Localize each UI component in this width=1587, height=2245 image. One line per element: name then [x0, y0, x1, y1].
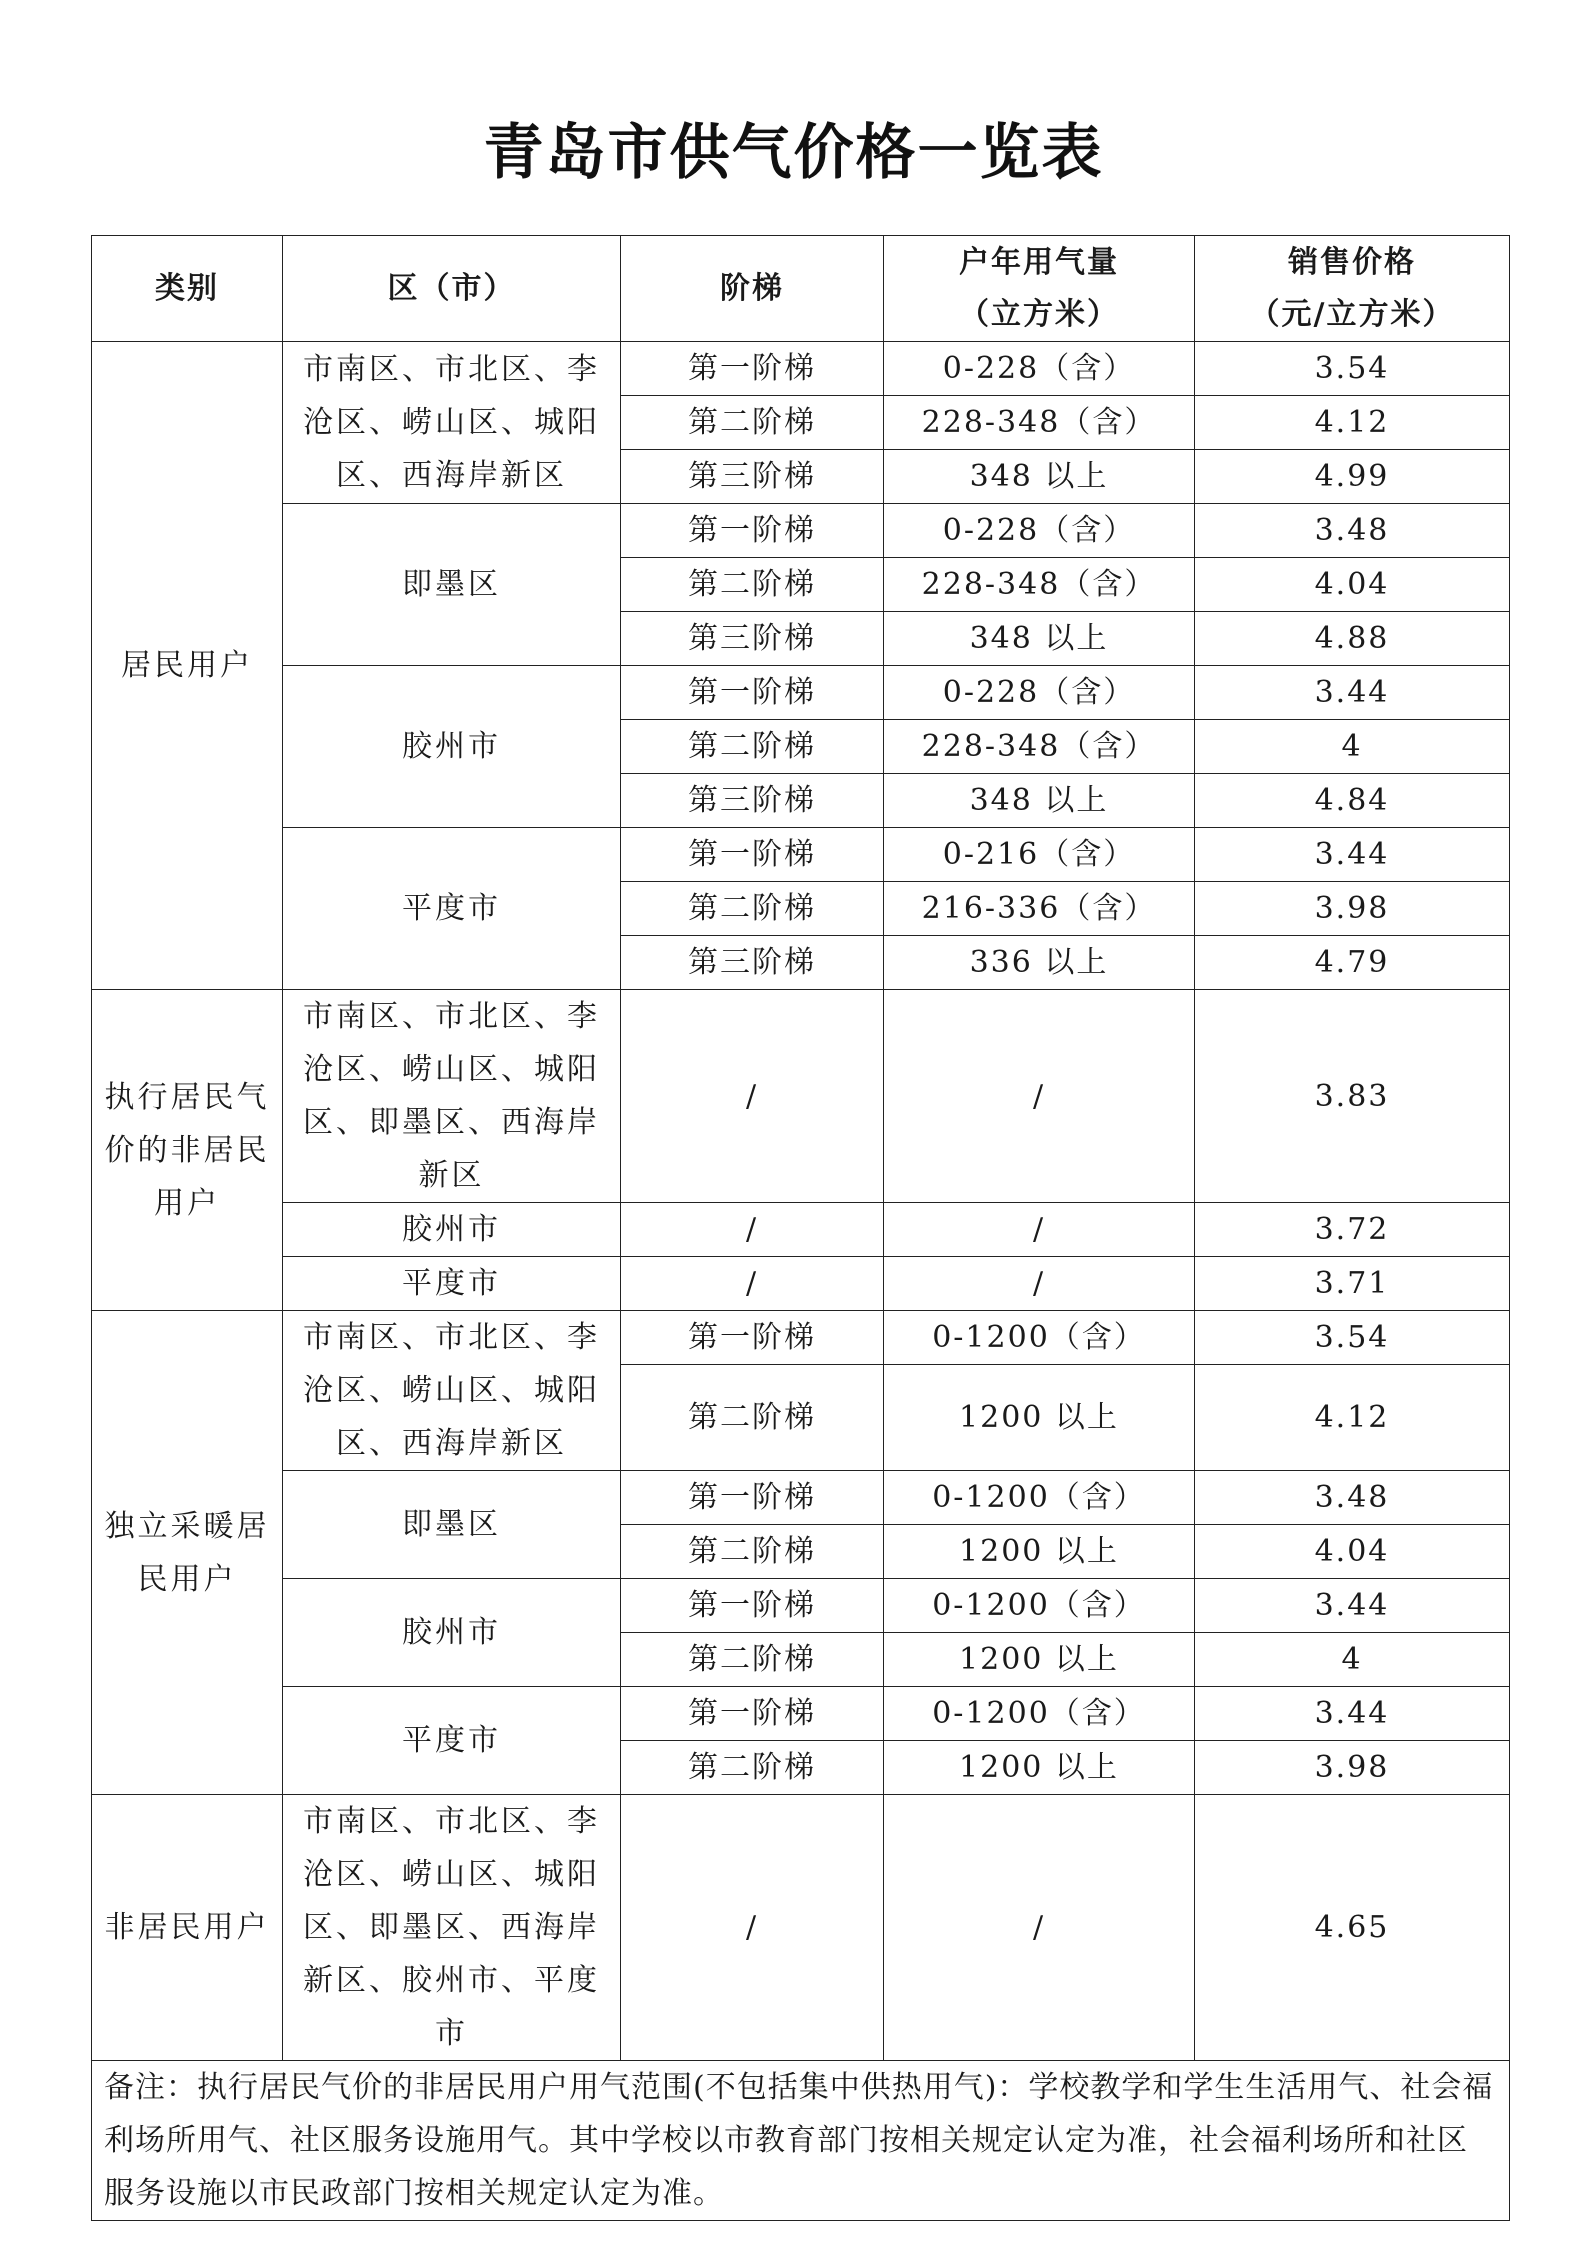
- volume-cell: 0-228（含）: [884, 504, 1195, 558]
- tier-cell: 第一阶梯: [621, 1311, 884, 1365]
- price-cell: 4.99: [1195, 450, 1510, 504]
- price-cell: 3.83: [1195, 990, 1510, 1203]
- price-cell: 4: [1195, 720, 1510, 774]
- volume-cell: 348 以上: [884, 612, 1195, 666]
- volume-cell: /: [884, 1257, 1195, 1311]
- area-cell: 市南区、市北区、李沧区、崂山区、城阳区、即墨区、西海岸新区、胶州市、平度市: [283, 1795, 621, 2061]
- table-row: [92, 666, 1510, 720]
- volume-cell: 0-228（含）: [884, 342, 1195, 396]
- header-category: 类别: [92, 236, 283, 342]
- page-title: 青岛市供气价格一览表: [483, 118, 1104, 188]
- price-cell: 3.98: [1195, 882, 1510, 936]
- volume-cell: /: [884, 990, 1195, 1203]
- price-cell: 4.65: [1195, 1795, 1510, 2061]
- tier-cell: 第一阶梯: [621, 828, 884, 882]
- price-cell: 3.54: [1195, 1311, 1510, 1365]
- volume-cell: /: [884, 1795, 1195, 2061]
- volume-cell: 1200 以上: [884, 1525, 1195, 1579]
- volume-cell: 348 以上: [884, 774, 1195, 828]
- volume-cell: /: [884, 1203, 1195, 1257]
- table-row: [92, 1795, 1510, 2061]
- tier-cell: 第一阶梯: [621, 1471, 884, 1525]
- category-cell: 非居民用户: [92, 1795, 283, 2061]
- volume-cell: 228-348（含）: [884, 720, 1195, 774]
- price-cell: 3.48: [1195, 1471, 1510, 1525]
- table-row: [92, 990, 1510, 1203]
- header-area: 区（市）: [283, 236, 621, 342]
- tier-cell: 第二阶梯: [621, 882, 884, 936]
- tier-cell: 第一阶梯: [621, 1579, 884, 1633]
- volume-cell: 228-348（含）: [884, 558, 1195, 612]
- volume-cell: 0-1200（含）: [884, 1311, 1195, 1365]
- header-tier: 阶梯: [621, 236, 884, 342]
- note-row: [92, 2061, 1510, 2221]
- price-cell: 4.79: [1195, 936, 1510, 990]
- price-cell: 3.44: [1195, 828, 1510, 882]
- tier-cell: 第一阶梯: [621, 342, 884, 396]
- price-cell: 4.04: [1195, 1525, 1510, 1579]
- price-cell: 4.12: [1195, 1365, 1510, 1471]
- tier-cell: 第二阶梯: [621, 720, 884, 774]
- volume-cell: 1200 以上: [884, 1741, 1195, 1795]
- category-cell: 独立采暖居民用户: [92, 1311, 283, 1795]
- header-price-line1: 销售价格: [1288, 244, 1416, 280]
- price-cell: 3.44: [1195, 666, 1510, 720]
- volume-cell: 216-336（含）: [884, 882, 1195, 936]
- area-cell: 平度市: [283, 1687, 621, 1795]
- price-cell: 3.98: [1195, 1741, 1510, 1795]
- tier-cell: 第三阶梯: [621, 612, 884, 666]
- tier-cell: 第二阶梯: [621, 1633, 884, 1687]
- price-cell: 3.48: [1195, 504, 1510, 558]
- header-price-line2: （元/立方米）: [1249, 296, 1455, 332]
- gas-price-table: [91, 235, 1510, 2221]
- price-cell: 3.44: [1195, 1579, 1510, 1633]
- price-cell: 3.54: [1195, 342, 1510, 396]
- price-cell: 3.44: [1195, 1687, 1510, 1741]
- tier-cell: 第二阶梯: [621, 1525, 884, 1579]
- tier-cell: 第三阶梯: [621, 936, 884, 990]
- table-row: [92, 1203, 1510, 1257]
- price-cell: 4.84: [1195, 774, 1510, 828]
- table-row: [92, 1257, 1510, 1311]
- volume-cell: 0-228（含）: [884, 666, 1195, 720]
- price-cell: 4.88: [1195, 612, 1510, 666]
- tier-cell: 第一阶梯: [621, 666, 884, 720]
- tier-cell: 第三阶梯: [621, 774, 884, 828]
- table-row: [92, 342, 1510, 396]
- volume-cell: 228-348（含）: [884, 396, 1195, 450]
- tier-cell: 第一阶梯: [621, 1687, 884, 1741]
- category-cell: 执行居民气价的非居民用户: [92, 990, 283, 1311]
- price-cell: 3.71: [1195, 1257, 1510, 1311]
- tier-cell: 第三阶梯: [621, 450, 884, 504]
- area-cell: 市南区、市北区、李沧区、崂山区、城阳区、即墨区、西海岸新区: [283, 990, 621, 1203]
- volume-cell: 0-1200（含）: [884, 1579, 1195, 1633]
- area-cell: 胶州市: [283, 1203, 621, 1257]
- header-volume-line2: （立方米）: [959, 296, 1119, 332]
- volume-cell: 1200 以上: [884, 1633, 1195, 1687]
- area-cell: 市南区、市北区、李沧区、崂山区、城阳区、西海岸新区: [283, 342, 621, 504]
- volume-cell: 1200 以上: [884, 1365, 1195, 1471]
- table-row: [92, 504, 1510, 558]
- volume-cell: 336 以上: [884, 936, 1195, 990]
- area-cell: 市南区、市北区、李沧区、崂山区、城阳区、西海岸新区: [283, 1311, 621, 1471]
- tier-cell: 第二阶梯: [621, 558, 884, 612]
- volume-cell: 0-216（含）: [884, 828, 1195, 882]
- table-row: [92, 1471, 1510, 1525]
- category-cell: 居民用户: [92, 342, 283, 990]
- tier-cell: /: [621, 990, 884, 1203]
- price-cell: 4: [1195, 1633, 1510, 1687]
- header-volume: [884, 236, 1195, 342]
- volume-cell: 0-1200（含）: [884, 1471, 1195, 1525]
- area-cell: 即墨区: [283, 504, 621, 666]
- note-text: 备注：执行居民气价的非居民用户用气范围(不包括集中供热用气)：学校教学和学生生活用气、社会福利场所用气、社区服务设施用气。其中学校以市教育部门按相关规定认定为准，社会福利场所和社区服务设施以市民政部门按相关规定认定为准。: [92, 2061, 1510, 2221]
- price-cell: 4.12: [1195, 396, 1510, 450]
- header-row: [92, 236, 1510, 342]
- header-price: [1195, 236, 1510, 342]
- area-cell: 胶州市: [283, 1579, 621, 1687]
- tier-cell: /: [621, 1795, 884, 2061]
- area-cell: 胶州市: [283, 666, 621, 828]
- area-cell: 即墨区: [283, 1471, 621, 1579]
- table-row: [92, 1687, 1510, 1741]
- tier-cell: /: [621, 1257, 884, 1311]
- area-cell: 平度市: [283, 1257, 621, 1311]
- volume-cell: 348 以上: [884, 450, 1195, 504]
- table-row: [92, 828, 1510, 882]
- table-row: [92, 1311, 1510, 1365]
- tier-cell: 第一阶梯: [621, 504, 884, 558]
- tier-cell: /: [621, 1203, 884, 1257]
- tier-cell: 第二阶梯: [621, 1741, 884, 1795]
- area-cell: 平度市: [283, 828, 621, 990]
- volume-cell: 0-1200（含）: [884, 1687, 1195, 1741]
- table-row: [92, 1579, 1510, 1633]
- tier-cell: 第二阶梯: [621, 396, 884, 450]
- header-volume-line1: 户年用气量: [959, 244, 1119, 280]
- price-cell: 4.04: [1195, 558, 1510, 612]
- price-cell: 3.72: [1195, 1203, 1510, 1257]
- tier-cell: 第二阶梯: [621, 1365, 884, 1471]
